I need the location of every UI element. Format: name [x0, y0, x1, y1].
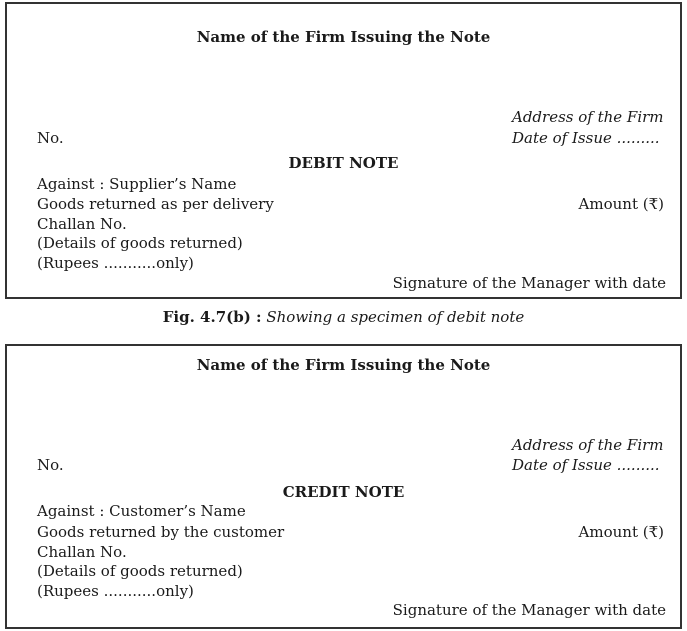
debit-firm-name: Name of the Firm Issuing the Note — [196, 28, 491, 46]
credit-details: (Details of goods returned) — [37, 562, 243, 580]
credit-firm-name: Name of the Firm Issuing the Note — [196, 356, 491, 374]
debit-signature: Signature of the Manager with date — [392, 274, 666, 292]
debit-challan: Challan No. — [37, 215, 127, 233]
figure-caption — [0, 308, 687, 326]
credit-rupees: (Rupees ...........only) — [37, 582, 194, 600]
debit-against: Against : Supplier’s Name — [37, 175, 237, 193]
figure-caption-text: Showing a specimen of debit note — [266, 308, 525, 326]
credit-signature: Signature of the Manager with date — [392, 601, 666, 619]
credit-address: Address of the Firm — [512, 436, 664, 454]
debit-details: (Details of goods returned) — [37, 234, 243, 252]
credit-against: Against : Customer’s Name — [37, 502, 246, 520]
debit-amount: Amount (₹) — [578, 195, 664, 213]
debit-goods-line: Goods returned as per delivery — [37, 195, 274, 213]
credit-note-box — [5, 344, 682, 629]
credit-goods-line: Goods returned by the customer — [37, 523, 285, 541]
credit-note-heading: CREDIT NOTE — [282, 483, 405, 501]
credit-date-of-issue: Date of Issue ......... — [512, 456, 660, 474]
credit-amount: Amount (₹) — [578, 523, 664, 541]
credit-challan: Challan No. — [37, 543, 127, 561]
debit-date-of-issue: Date of Issue ......... — [512, 129, 660, 147]
debit-number: No. — [37, 129, 64, 147]
debit-rupees: (Rupees ...........only) — [37, 254, 194, 272]
credit-number: No. — [37, 456, 64, 474]
debit-address: Address of the Firm — [512, 108, 664, 126]
debit-note-box — [5, 2, 682, 299]
debit-note-heading: DEBIT NOTE — [288, 154, 399, 172]
figure-caption-label: Fig. 4.7(b) : — [162, 308, 262, 326]
